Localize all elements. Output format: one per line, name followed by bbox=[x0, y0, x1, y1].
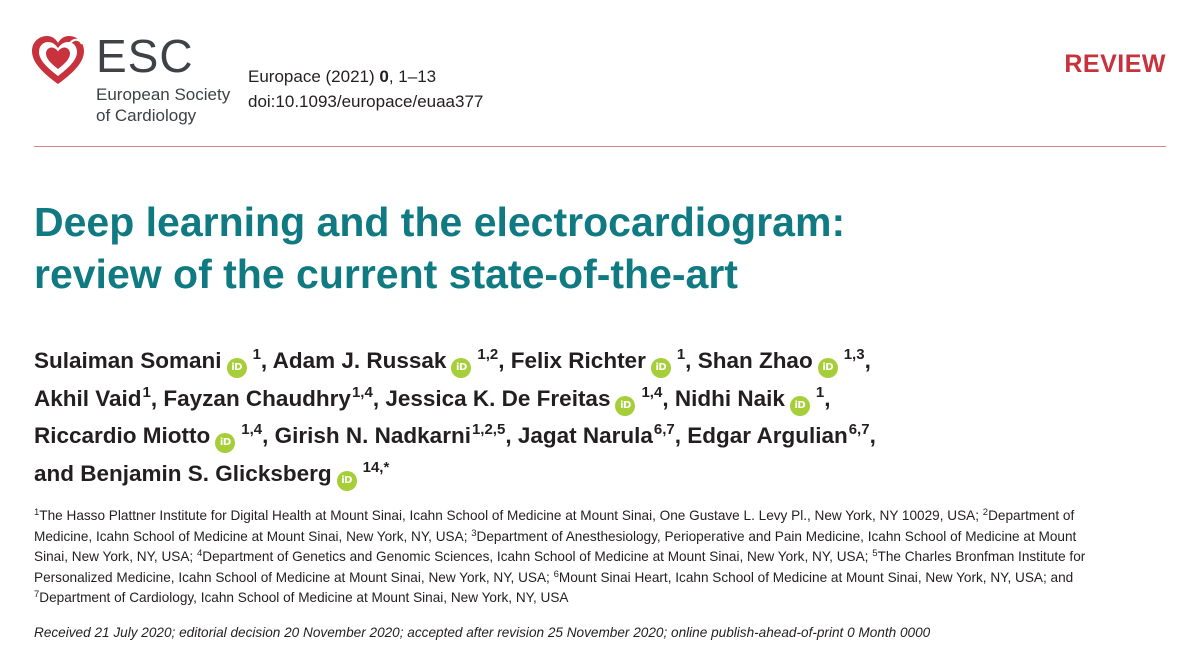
author-name: Jagat Narula bbox=[517, 423, 653, 448]
author-name: Nidhi Naik bbox=[674, 385, 785, 411]
author-affiliation-ref: 14,* bbox=[362, 458, 390, 476]
author-name: Akhil Vaid bbox=[34, 385, 142, 411]
affiliation-text: Department of Cardiology, Icahn School of Medicine at Mount Sinai, New York, NY, USA bbox=[39, 590, 569, 605]
orcid-icon[interactable]: iD bbox=[337, 471, 357, 491]
author-affiliation-ref: 1,3 bbox=[843, 346, 865, 363]
affiliation-text: Department of Genetics and Genomic Sciences, Icahn School of Medicine at Mount Sinai, New York, NY, USA; bbox=[202, 549, 873, 564]
orcid-icon[interactable]: iD bbox=[790, 396, 810, 416]
affiliation-number: 6 bbox=[553, 568, 559, 580]
author-affiliation-ref: 1 bbox=[142, 383, 151, 401]
orcid-icon[interactable]: iD bbox=[615, 396, 635, 416]
author-affiliation-ref: 1,2,5 bbox=[471, 421, 506, 438]
author-affiliation-ref: 1,2 bbox=[477, 346, 499, 363]
orcid-icon[interactable]: iD bbox=[651, 358, 671, 378]
affiliation-text: Department of bbox=[988, 508, 1075, 523]
author-name: Edgar Argulian bbox=[687, 423, 848, 448]
affiliation-line bbox=[34, 588, 1174, 609]
affiliation-text: Personalized Medicine, Icahn School of Medicine at Mount Sinai, New York, NY, USA; bbox=[34, 569, 554, 585]
article-type-label: REVIEW bbox=[1064, 50, 1166, 78]
author-name: Shan Zhao bbox=[697, 348, 813, 373]
journal-citation bbox=[248, 64, 483, 114]
affiliation-line bbox=[34, 506, 1174, 527]
author-name: Riccardio Miotto bbox=[34, 423, 211, 448]
author-affiliation-ref: 6,7 bbox=[653, 421, 675, 438]
affiliation-number: 3 bbox=[471, 527, 477, 539]
affiliation-number: 2 bbox=[982, 507, 989, 518]
affiliation-line bbox=[34, 547, 1174, 568]
author-name: Benjamin S. Glicksberg bbox=[80, 460, 332, 486]
affiliation-number: 4 bbox=[196, 548, 203, 559]
affiliation-line bbox=[34, 527, 1174, 548]
affiliation-number: 7 bbox=[34, 589, 40, 600]
journal-volume: 0 bbox=[379, 67, 389, 86]
author-affiliation-ref: 1,4 bbox=[351, 383, 373, 401]
affiliation-text: Medicine, Icahn School of Medicine at Mount Sinai, New York, NY, USA; bbox=[34, 528, 472, 544]
author-name: Felix Richter bbox=[510, 348, 646, 373]
society-name-line1: European Society bbox=[96, 85, 231, 104]
author-name: Adam J. Russak bbox=[272, 348, 447, 373]
author-affiliation-ref: 6,7 bbox=[848, 421, 870, 438]
affiliation-text: Mount Sinai Heart, Icahn School of Medicine at Mount Sinai, New York, NY, USA; and bbox=[558, 569, 1074, 585]
affiliations bbox=[34, 506, 1174, 609]
author-affiliation-ref: 1,4 bbox=[241, 421, 263, 438]
header-divider bbox=[34, 146, 1166, 147]
orcid-icon[interactable]: iD bbox=[818, 358, 838, 378]
doi-link[interactable]: doi:10.1093/europace/euaa377 bbox=[248, 92, 484, 111]
publication-history: Received 21 July 2020; editorial decision 20 November 2020; accepted after revision 25 November 2020; online publish-ahead-of-print 0 Month 0000 bbox=[34, 625, 931, 640]
author-line: Akhil Vaid$^1$, Fayzan Chaudhry$^{1,4}$, Jessica K. De Freitas iD$^{1,4}$, Nidhi Naik $iD^1$, bbox=[34, 380, 1174, 418]
orcid-icon[interactable]: iD bbox=[215, 433, 235, 453]
affiliation-text: The Charles Bronfman Institute for bbox=[877, 549, 1086, 564]
author-affiliation-ref: 1 bbox=[815, 383, 825, 401]
affiliation-text: The Hasso Plattner Institute for Digital Health at Mount Sinai, Icahn School of Medicine at Mount Sinai, One Gustave L. Levy Pl., New York, NY 10029, USA; bbox=[39, 508, 983, 523]
author-name: Girish N. Nadkarni bbox=[274, 423, 471, 448]
affiliation-number: 5 bbox=[872, 548, 878, 559]
affiliation-text: Department of Anesthesiology, Perioperative and Pain Medicine, Icahn School of Medicine at Mount bbox=[476, 528, 1077, 544]
article-title bbox=[34, 196, 1174, 300]
society-name-line2: of Cardiology bbox=[96, 106, 197, 125]
esc-heart-logo-icon bbox=[30, 34, 86, 88]
author-name: Fayzan Chaudhry bbox=[163, 385, 351, 411]
journal-reference bbox=[248, 64, 483, 89]
esc-wordmark: ESC bbox=[96, 30, 194, 82]
author-name: Sulaiman Somani bbox=[34, 348, 222, 373]
author-conjunction: and bbox=[34, 460, 81, 486]
author-line bbox=[34, 455, 1174, 493]
author-list bbox=[34, 342, 1174, 492]
affiliation-number: 1 bbox=[34, 507, 40, 518]
journal-pages: , 1–13 bbox=[388, 67, 437, 86]
journal-name: Europace (2021) bbox=[248, 67, 380, 86]
author-line: Sulaiman Somani $iD^1$, Adam J. Russak iD$^{1,2}$, Felix Richter $iD^1$, Shan Zhao iD$^{1,3}$, bbox=[34, 342, 1174, 380]
orcid-icon[interactable]: iD bbox=[451, 358, 471, 378]
author-affiliation-ref: 1,4 bbox=[641, 383, 663, 401]
article-title-line2: review of the current state-of-the-art bbox=[34, 251, 738, 297]
society-name bbox=[96, 84, 230, 126]
author-name: Jessica K. De Freitas bbox=[385, 385, 611, 411]
author-affiliation-ref: 1 bbox=[252, 346, 261, 363]
orcid-icon[interactable]: iD bbox=[227, 358, 247, 378]
author-affiliation-ref: 1 bbox=[676, 346, 686, 363]
affiliation-text: Sinai, New York, NY, USA; bbox=[34, 549, 197, 564]
author-line: Riccardio Miotto iD$^{1,4}$, Girish N. Nadkarni$^{1,2,5}$, Jagat Narula$^{6,7}$, Edgar Argulian$^{6,7}$, bbox=[34, 417, 1174, 455]
affiliation-line bbox=[34, 568, 1174, 589]
article-title-line1: Deep learning and the electrocardiogram: bbox=[34, 199, 846, 245]
